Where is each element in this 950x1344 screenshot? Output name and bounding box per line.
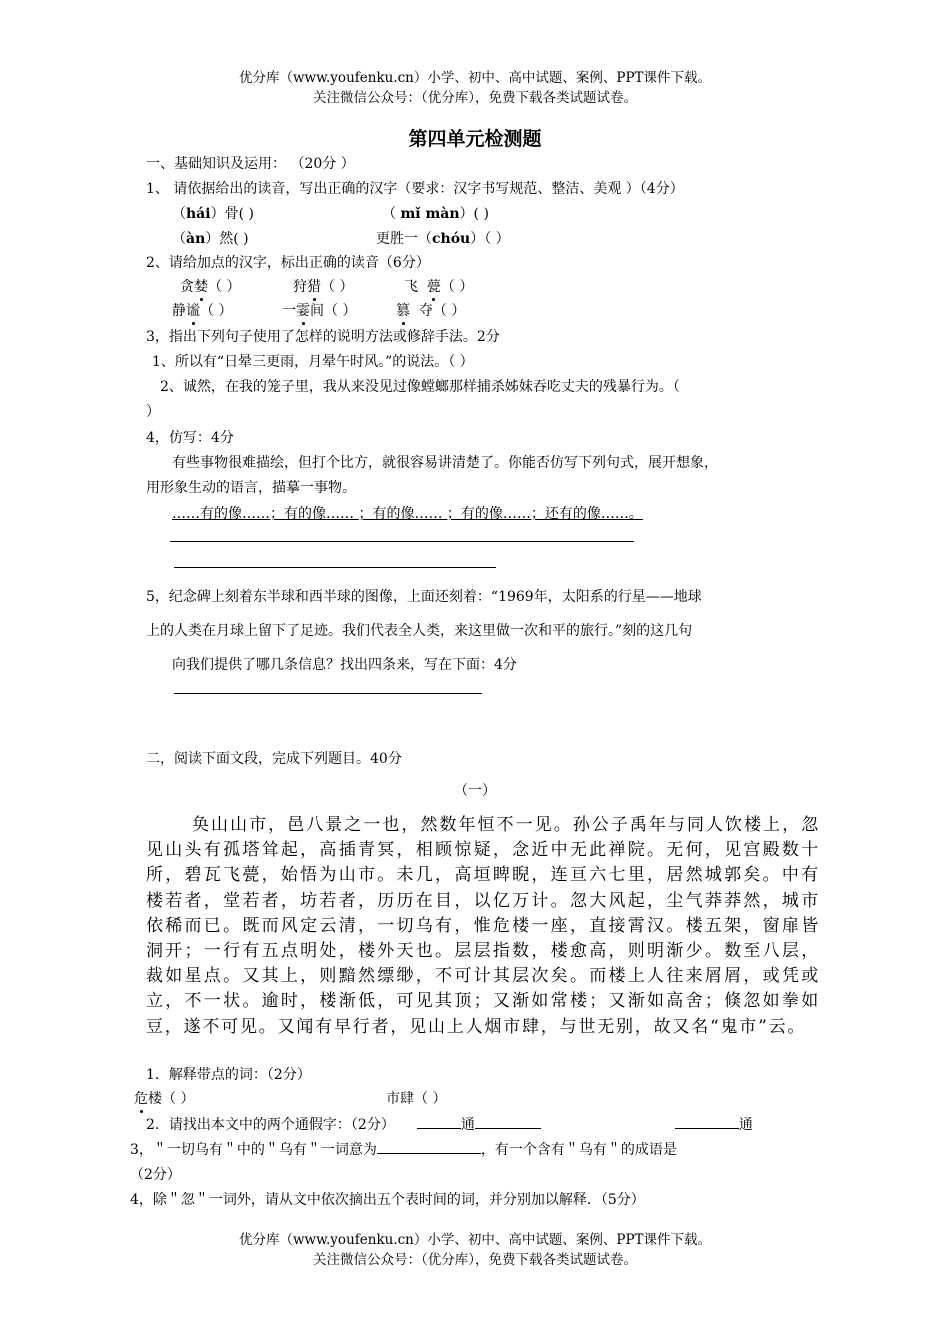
- pinyin: àn: [186, 231, 206, 247]
- q1-item-3: （àn）然( ): [172, 231, 249, 247]
- answer-line: [174, 693, 482, 694]
- q1-item-1: （hái）骨( ): [172, 206, 254, 222]
- pinyin: hái: [186, 206, 211, 222]
- footer-line-2: 关注微信公众号：（优分库），免费下载各类试题试卷。: [313, 1252, 637, 1268]
- section2-sub: （一）: [454, 783, 496, 799]
- r-q4-stem: 4，除＂忽＂一词外，请从文中依次摘出五个表时间的词，并分别加以解释．（5分）: [130, 1192, 645, 1208]
- r-q1-stem: 1．解释带点的词：（2分）: [146, 1067, 311, 1083]
- r-q2: 2．请找出本文中的两个通假字：（2分） 通 通: [146, 1114, 753, 1134]
- section2-heading: 二，阅读下面文段，完成下列题目。40分: [146, 751, 402, 767]
- r-q1-item-1: 危楼（ ）: [134, 1088, 194, 1108]
- q4-pattern: ……有的像……；有的像…… ；有的像…… ；有的像……；还有的像……。: [172, 506, 643, 522]
- header-line-1: 优分库（www.youfenku.cn）小学、初中、高中试题、案例、PPT课件下载。: [238, 70, 712, 86]
- footer-line-1: 优分库（www.youfenku.cn）小学、初中、高中试题、案例、PPT课件下载。: [238, 1232, 712, 1248]
- r-q3-points: （2分）: [130, 1167, 181, 1183]
- q5-line-1: 5，纪念碑上刻着东半球和西半球的图像，上面还刻着：“1969年，太阳系的行星——地球: [146, 589, 702, 605]
- q3-sentence-1: 1、所以有“日晕三更雨，月晕午时风。”的说法。（ ）: [152, 354, 474, 370]
- q2-item-6: 篡 夺（ ）: [396, 300, 465, 320]
- q5-line-2: 上的人类在月球上留下了足迹。我们代表全人类，来这里做一次和平的旅行。”刻的这几句: [146, 623, 693, 639]
- q4-prompt-1: 有些事物很难描绘，但打个比方，就很容易讲清楚了。你能否仿写下列句式，展开想象，: [172, 455, 718, 471]
- q3-stem: 3，指出下列句子使用了怎样的说明方法或修辞手法。2分: [146, 329, 500, 345]
- q2-stem: 2、请给加点的汉字，标出正确的读音（6分）: [146, 255, 430, 271]
- q2-item-3: 飞 甍（ ）: [404, 276, 473, 296]
- r-q1-item-2: 市肆（ ）: [386, 1091, 447, 1107]
- page-title: 第四单元检测题: [408, 128, 542, 150]
- q1-item-2: （ mǐ màn）( ): [382, 206, 489, 222]
- q3-sentence-2-end: ）: [146, 404, 160, 420]
- q1-stem: 1、 请依据给出的读音，写出正确的汉字（要求：汉字书写规范、整洁、美观 ）（4分）: [146, 181, 684, 197]
- q2-item-2: 狩猎（ ）: [293, 276, 353, 296]
- q2-item-1: 贪婪（ ）: [180, 276, 240, 296]
- answer-line: [174, 567, 496, 568]
- section1-heading: 一、基础知识及运用： （20分 ）: [146, 156, 355, 172]
- q2-item-5: 一霎间（ ）: [282, 300, 356, 320]
- q5-line-3: 向我们提供了哪几条信息？找出四条来，写在下面：4分: [172, 657, 517, 673]
- reading-passage: 奂山山市，邑八景之一也，然数年恒不一见。孙公子禹年与同人饮楼上，忽见山头有孤塔耸起，高插青冥，相顾惊疑，念近中无此禅院。无何，见宫殿数十所，碧瓦飞甍，始悟为山市。未几，高垣睥睨，连亘六七里，居然城郭矣。中有楼若者，堂若者，坊若者，历历在目，以亿万计。忽大风起，尘气莽莽然，城市依稀而已。既而风定云清，一切乌有，惟危楼一座，直接霄汉。楼五架，窗扉皆洞开；一行有五点明处，楼外天也。层层指数，楼愈高，则明渐少。数至八层，裁如星点。又其上，则黯然缥缈，不可计其层次矣。而楼上人往来屑屑，或凭或立，不一状。逾时，楼渐低，可见其顶；又渐如常楼；又渐如高舍；倏忽如拳如豆，遂不可见。又闻有早行者，见山上人烟市肆，与世无别，故又名“鬼市”云。: [146, 815, 820, 1037]
- answer-line: [170, 541, 634, 542]
- header-line-2: 关注微信公众号：（优分库），免费下载各类试题试卷。: [313, 90, 637, 106]
- q4-prompt-2: 用形象生动的语言，描摹一事物。: [146, 480, 356, 496]
- pinyin: chóu: [432, 231, 471, 247]
- pinyin: mǐ màn: [400, 206, 460, 222]
- q3-sentence-2: 2、诚然，在我的笼子里，我从来没见过像螳螂那样捕杀姊妹吞吃丈夫的残暴行为。（: [160, 379, 680, 395]
- r-q3: 3，＂一切乌有＂中的＂乌有＂一词意为 ，有一个含有＂乌有＂的成语是: [130, 1139, 677, 1159]
- q1-item-4: 更胜一（chóu）（ ）: [376, 231, 510, 247]
- q2-item-4: 静谧（ ）: [172, 300, 232, 320]
- q4-stem: 4，仿写：4分: [146, 430, 234, 446]
